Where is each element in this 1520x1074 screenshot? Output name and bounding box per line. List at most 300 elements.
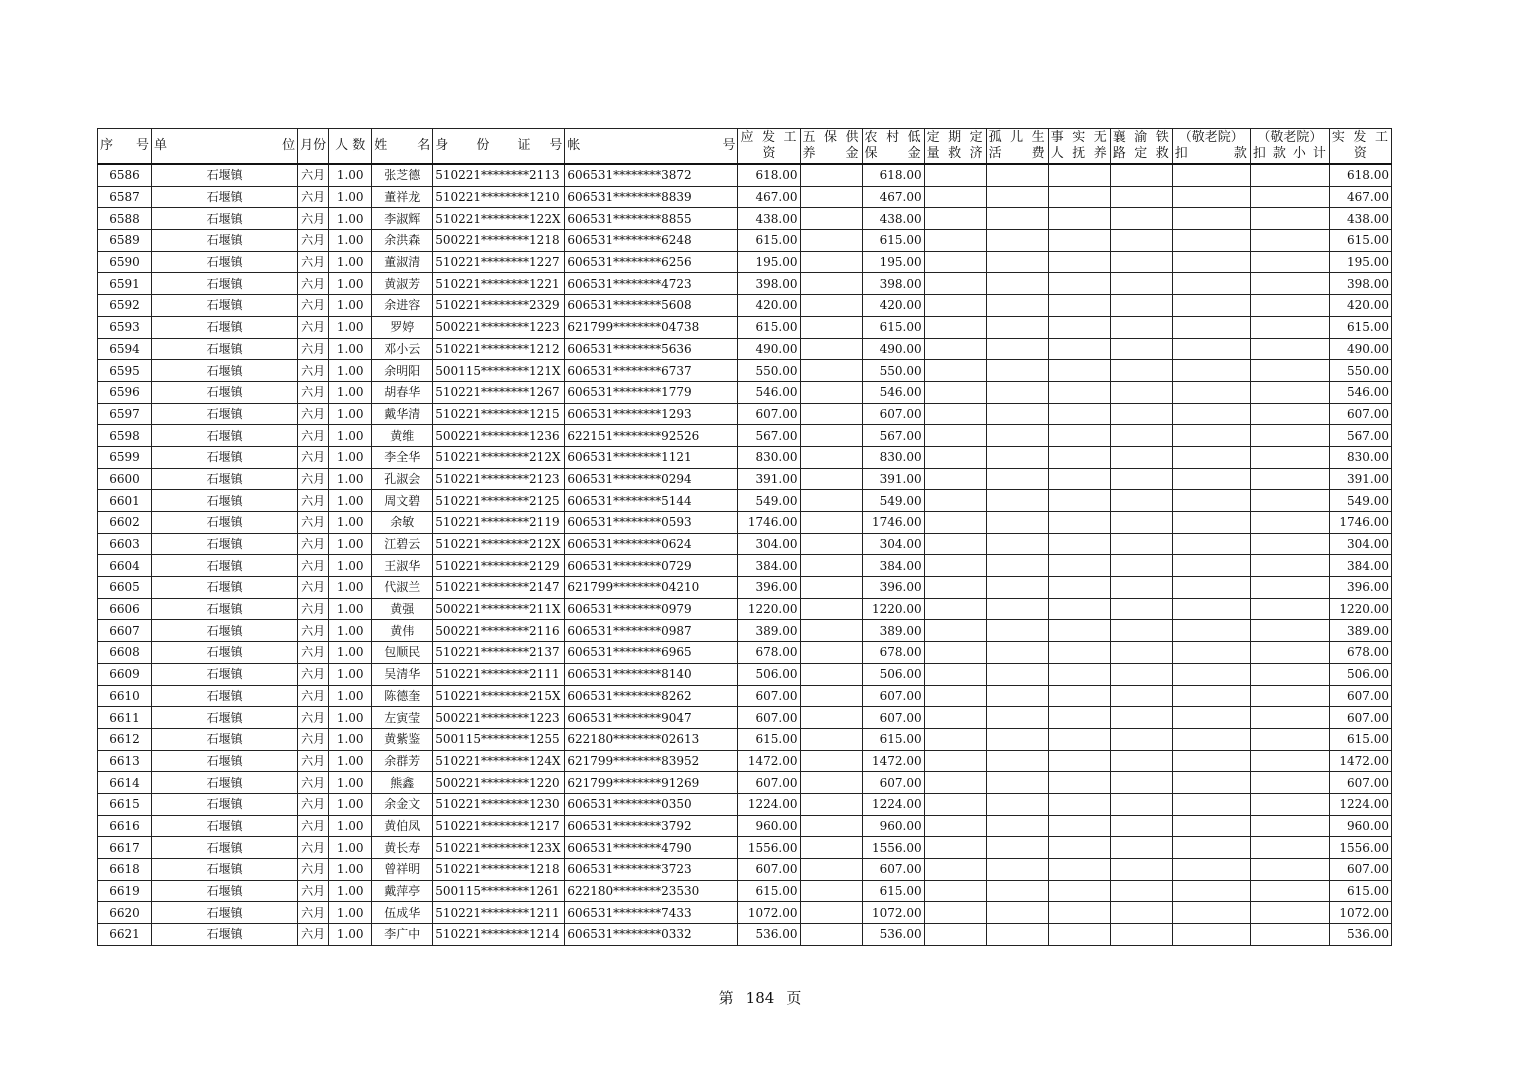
cell-railway-relief bbox=[1110, 208, 1172, 230]
cell-nursing-deduction bbox=[1172, 750, 1250, 772]
cell-count: 1.00 bbox=[329, 186, 372, 208]
cell-id-number: 500221********1220 bbox=[433, 772, 565, 794]
cell-unit: 石堰镇 bbox=[152, 316, 298, 338]
cell-orphan-living bbox=[986, 468, 1048, 490]
cell-month: 六月 bbox=[298, 360, 329, 382]
cell-orphan-living bbox=[986, 707, 1048, 729]
cell-seq: 6605 bbox=[98, 577, 152, 599]
cell-seq: 6609 bbox=[98, 663, 152, 685]
cell-net-pay: 438.00 bbox=[1329, 208, 1391, 230]
cell-railway-relief bbox=[1110, 360, 1172, 382]
table-row bbox=[98, 924, 1392, 946]
cell-id-number: 510221********2111 bbox=[433, 663, 565, 685]
cell-five-guarantee bbox=[800, 316, 862, 338]
cell-orphan-living bbox=[986, 685, 1048, 707]
cell-rural-subsistence: 1072.00 bbox=[862, 902, 924, 924]
cell-unit: 石堰镇 bbox=[152, 815, 298, 837]
page-footer: 第 184 页 bbox=[718, 989, 802, 1007]
cell-railway-relief bbox=[1110, 425, 1172, 447]
cell-orphan-living bbox=[986, 924, 1048, 946]
cell-month: 六月 bbox=[298, 577, 329, 599]
cell-nursing-deduction-subtotal bbox=[1250, 598, 1329, 620]
cell-month: 六月 bbox=[298, 902, 329, 924]
cell-gross-pay: 490.00 bbox=[738, 338, 800, 360]
cell-gross-pay: 384.00 bbox=[738, 555, 800, 577]
cell-name: 包顺民 bbox=[372, 642, 433, 664]
cell-name: 戴华清 bbox=[372, 403, 433, 425]
cell-count: 1.00 bbox=[329, 403, 372, 425]
cell-rural-subsistence: 615.00 bbox=[862, 728, 924, 750]
cell-fixed-relief bbox=[924, 598, 986, 620]
cell-nursing-deduction bbox=[1172, 425, 1250, 447]
cell-month: 六月 bbox=[298, 772, 329, 794]
cell-account: 606531********1779 bbox=[565, 381, 738, 403]
cell-five-guarantee bbox=[800, 208, 862, 230]
cell-orphan-living bbox=[986, 598, 1048, 620]
cell-orphan-living bbox=[986, 642, 1048, 664]
table-row bbox=[98, 642, 1392, 664]
cell-count: 1.00 bbox=[329, 512, 372, 534]
cell-account: 606531********9047 bbox=[565, 707, 738, 729]
table-row bbox=[98, 230, 1392, 252]
cell-net-pay: 384.00 bbox=[1329, 555, 1391, 577]
cell-de-facto-orphan bbox=[1048, 338, 1110, 360]
cell-net-pay: 615.00 bbox=[1329, 880, 1391, 902]
cell-nursing-deduction bbox=[1172, 403, 1250, 425]
table-row bbox=[98, 316, 1392, 338]
cell-account: 606531********3792 bbox=[565, 815, 738, 837]
cell-orphan-living bbox=[986, 403, 1048, 425]
cell-rural-subsistence: 396.00 bbox=[862, 577, 924, 599]
cell-de-facto-orphan bbox=[1048, 880, 1110, 902]
cell-seq: 6618 bbox=[98, 859, 152, 881]
cell-de-facto-orphan bbox=[1048, 750, 1110, 772]
cell-count: 1.00 bbox=[329, 230, 372, 252]
cell-orphan-living bbox=[986, 338, 1048, 360]
cell-account: 606531********0987 bbox=[565, 620, 738, 642]
cell-five-guarantee bbox=[800, 815, 862, 837]
cell-nursing-deduction-subtotal bbox=[1250, 577, 1329, 599]
cell-railway-relief bbox=[1110, 577, 1172, 599]
cell-fixed-relief bbox=[924, 446, 986, 468]
cell-fixed-relief bbox=[924, 793, 986, 815]
cell-nursing-deduction-subtotal bbox=[1250, 815, 1329, 837]
cell-unit: 石堰镇 bbox=[152, 555, 298, 577]
cell-count: 1.00 bbox=[329, 164, 372, 186]
cell-railway-relief bbox=[1110, 338, 1172, 360]
cell-gross-pay: 389.00 bbox=[738, 620, 800, 642]
cell-five-guarantee bbox=[800, 403, 862, 425]
cell-seq: 6597 bbox=[98, 403, 152, 425]
cell-fixed-relief bbox=[924, 555, 986, 577]
cell-nursing-deduction bbox=[1172, 273, 1250, 295]
cell-fixed-relief bbox=[924, 230, 986, 252]
cell-nursing-deduction-subtotal bbox=[1250, 533, 1329, 555]
cell-unit: 石堰镇 bbox=[152, 663, 298, 685]
cell-unit: 石堰镇 bbox=[152, 381, 298, 403]
cell-net-pay: 1224.00 bbox=[1329, 793, 1391, 815]
cell-gross-pay: 1746.00 bbox=[738, 512, 800, 534]
cell-seq: 6590 bbox=[98, 251, 152, 273]
cell-rural-subsistence: 490.00 bbox=[862, 338, 924, 360]
cell-gross-pay: 438.00 bbox=[738, 208, 800, 230]
cell-de-facto-orphan bbox=[1048, 793, 1110, 815]
cell-rural-subsistence: 420.00 bbox=[862, 295, 924, 317]
cell-name: 黄伯凤 bbox=[372, 815, 433, 837]
header-account: 帐 号 bbox=[565, 129, 738, 165]
cell-de-facto-orphan bbox=[1048, 316, 1110, 338]
cell-account: 606531********7433 bbox=[565, 902, 738, 924]
cell-five-guarantee bbox=[800, 577, 862, 599]
cell-month: 六月 bbox=[298, 663, 329, 685]
cell-de-facto-orphan bbox=[1048, 728, 1110, 750]
cell-rural-subsistence: 615.00 bbox=[862, 230, 924, 252]
cell-orphan-living bbox=[986, 446, 1048, 468]
cell-railway-relief bbox=[1110, 381, 1172, 403]
cell-seq: 6599 bbox=[98, 446, 152, 468]
table-row bbox=[98, 403, 1392, 425]
cell-railway-relief bbox=[1110, 598, 1172, 620]
cell-account: 606531********0294 bbox=[565, 468, 738, 490]
cell-net-pay: 304.00 bbox=[1329, 533, 1391, 555]
cell-de-facto-orphan bbox=[1048, 360, 1110, 382]
cell-id-number: 510221********2125 bbox=[433, 490, 565, 512]
cell-de-facto-orphan bbox=[1048, 707, 1110, 729]
cell-nursing-deduction-subtotal bbox=[1250, 446, 1329, 468]
cell-nursing-deduction-subtotal bbox=[1250, 164, 1329, 186]
cell-nursing-deduction bbox=[1172, 598, 1250, 620]
cell-de-facto-orphan bbox=[1048, 555, 1110, 577]
cell-five-guarantee bbox=[800, 468, 862, 490]
cell-month: 六月 bbox=[298, 880, 329, 902]
cell-orphan-living bbox=[986, 620, 1048, 642]
cell-orphan-living bbox=[986, 793, 1048, 815]
cell-seq: 6588 bbox=[98, 208, 152, 230]
cell-orphan-living bbox=[986, 316, 1048, 338]
cell-count: 1.00 bbox=[329, 251, 372, 273]
cell-nursing-deduction bbox=[1172, 772, 1250, 794]
table-row bbox=[98, 555, 1392, 577]
cell-count: 1.00 bbox=[329, 924, 372, 946]
cell-seq: 6613 bbox=[98, 750, 152, 772]
cell-gross-pay: 396.00 bbox=[738, 577, 800, 599]
cell-rural-subsistence: 304.00 bbox=[862, 533, 924, 555]
cell-nursing-deduction bbox=[1172, 620, 1250, 642]
cell-de-facto-orphan bbox=[1048, 490, 1110, 512]
cell-id-number: 500115********1261 bbox=[433, 880, 565, 902]
cell-railway-relief bbox=[1110, 663, 1172, 685]
cell-seq: 6593 bbox=[98, 316, 152, 338]
cell-month: 六月 bbox=[298, 555, 329, 577]
cell-id-number: 510221********1212 bbox=[433, 338, 565, 360]
cell-net-pay: 830.00 bbox=[1329, 446, 1391, 468]
cell-month: 六月 bbox=[298, 446, 329, 468]
cell-gross-pay: 615.00 bbox=[738, 728, 800, 750]
cell-de-facto-orphan bbox=[1048, 685, 1110, 707]
cell-five-guarantee bbox=[800, 837, 862, 859]
payroll-table bbox=[97, 128, 1392, 946]
cell-id-number: 510221********1215 bbox=[433, 403, 565, 425]
table-row bbox=[98, 663, 1392, 685]
cell-five-guarantee bbox=[800, 598, 862, 620]
cell-de-facto-orphan bbox=[1048, 164, 1110, 186]
cell-unit: 石堰镇 bbox=[152, 685, 298, 707]
cell-seq: 6617 bbox=[98, 837, 152, 859]
cell-gross-pay: 467.00 bbox=[738, 186, 800, 208]
cell-unit: 石堰镇 bbox=[152, 793, 298, 815]
cell-net-pay: 618.00 bbox=[1329, 164, 1391, 186]
cell-fixed-relief bbox=[924, 164, 986, 186]
cell-nursing-deduction bbox=[1172, 381, 1250, 403]
cell-five-guarantee bbox=[800, 555, 862, 577]
cell-net-pay: 1220.00 bbox=[1329, 598, 1391, 620]
cell-net-pay: 391.00 bbox=[1329, 468, 1391, 490]
cell-net-pay: 960.00 bbox=[1329, 815, 1391, 837]
cell-five-guarantee bbox=[800, 273, 862, 295]
table-row bbox=[98, 772, 1392, 794]
cell-id-number: 510221********1211 bbox=[433, 902, 565, 924]
table-row bbox=[98, 512, 1392, 534]
cell-net-pay: 567.00 bbox=[1329, 425, 1391, 447]
cell-nursing-deduction-subtotal bbox=[1250, 360, 1329, 382]
cell-five-guarantee bbox=[800, 186, 862, 208]
cell-name: 余金文 bbox=[372, 793, 433, 815]
cell-name: 王淑华 bbox=[372, 555, 433, 577]
cell-nursing-deduction bbox=[1172, 707, 1250, 729]
cell-nursing-deduction bbox=[1172, 295, 1250, 317]
cell-nursing-deduction bbox=[1172, 902, 1250, 924]
cell-unit: 石堰镇 bbox=[152, 728, 298, 750]
cell-de-facto-orphan bbox=[1048, 598, 1110, 620]
cell-name: 曾祥明 bbox=[372, 859, 433, 881]
cell-nursing-deduction bbox=[1172, 338, 1250, 360]
cell-name: 熊鑫 bbox=[372, 772, 433, 794]
cell-rural-subsistence: 830.00 bbox=[862, 446, 924, 468]
cell-de-facto-orphan bbox=[1048, 663, 1110, 685]
cell-nursing-deduction-subtotal bbox=[1250, 381, 1329, 403]
cell-rural-subsistence: 389.00 bbox=[862, 620, 924, 642]
cell-name: 伍成华 bbox=[372, 902, 433, 924]
cell-name: 代淑兰 bbox=[372, 577, 433, 599]
cell-nursing-deduction-subtotal bbox=[1250, 468, 1329, 490]
cell-count: 1.00 bbox=[329, 750, 372, 772]
cell-five-guarantee bbox=[800, 164, 862, 186]
cell-orphan-living bbox=[986, 295, 1048, 317]
cell-orphan-living bbox=[986, 425, 1048, 447]
cell-count: 1.00 bbox=[329, 555, 372, 577]
cell-net-pay: 550.00 bbox=[1329, 360, 1391, 382]
cell-unit: 石堰镇 bbox=[152, 273, 298, 295]
cell-month: 六月 bbox=[298, 598, 329, 620]
cell-fixed-relief bbox=[924, 533, 986, 555]
cell-name: 余明阳 bbox=[372, 360, 433, 382]
cell-orphan-living bbox=[986, 663, 1048, 685]
cell-de-facto-orphan bbox=[1048, 295, 1110, 317]
cell-unit: 石堰镇 bbox=[152, 859, 298, 881]
cell-nursing-deduction bbox=[1172, 164, 1250, 186]
table-row bbox=[98, 598, 1392, 620]
cell-month: 六月 bbox=[298, 512, 329, 534]
cell-account: 606531********0332 bbox=[565, 924, 738, 946]
cell-rural-subsistence: 546.00 bbox=[862, 381, 924, 403]
cell-count: 1.00 bbox=[329, 793, 372, 815]
header-nursing-deduction-subtotal: （敬老院） 扣 款 小 计 bbox=[1250, 129, 1329, 165]
cell-orphan-living bbox=[986, 230, 1048, 252]
cell-de-facto-orphan bbox=[1048, 772, 1110, 794]
cell-name: 余洪森 bbox=[372, 230, 433, 252]
cell-nursing-deduction bbox=[1172, 360, 1250, 382]
cell-fixed-relief bbox=[924, 837, 986, 859]
cell-net-pay: 615.00 bbox=[1329, 230, 1391, 252]
cell-orphan-living bbox=[986, 533, 1048, 555]
cell-name: 罗婷 bbox=[372, 316, 433, 338]
cell-account: 606531********0593 bbox=[565, 512, 738, 534]
cell-gross-pay: 304.00 bbox=[738, 533, 800, 555]
cell-rural-subsistence: 615.00 bbox=[862, 316, 924, 338]
cell-five-guarantee bbox=[800, 360, 862, 382]
cell-nursing-deduction-subtotal bbox=[1250, 316, 1329, 338]
cell-account: 606531********3872 bbox=[565, 164, 738, 186]
cell-orphan-living bbox=[986, 837, 1048, 859]
cell-account: 622180********02613 bbox=[565, 728, 738, 750]
cell-month: 六月 bbox=[298, 381, 329, 403]
cell-nursing-deduction bbox=[1172, 859, 1250, 881]
cell-net-pay: 396.00 bbox=[1329, 577, 1391, 599]
table-row bbox=[98, 793, 1392, 815]
cell-net-pay: 536.00 bbox=[1329, 924, 1391, 946]
cell-seq: 6586 bbox=[98, 164, 152, 186]
cell-id-number: 510221********1267 bbox=[433, 381, 565, 403]
cell-railway-relief bbox=[1110, 924, 1172, 946]
header-unit: 单 位 bbox=[152, 129, 298, 165]
cell-gross-pay: 1472.00 bbox=[738, 750, 800, 772]
cell-five-guarantee bbox=[800, 750, 862, 772]
cell-orphan-living bbox=[986, 555, 1048, 577]
cell-account: 606531********6248 bbox=[565, 230, 738, 252]
cell-railway-relief bbox=[1110, 902, 1172, 924]
table-row bbox=[98, 815, 1392, 837]
cell-account: 621799********04738 bbox=[565, 316, 738, 338]
cell-unit: 石堰镇 bbox=[152, 837, 298, 859]
cell-month: 六月 bbox=[298, 924, 329, 946]
cell-account: 621799********83952 bbox=[565, 750, 738, 772]
cell-seq: 6616 bbox=[98, 815, 152, 837]
cell-gross-pay: 546.00 bbox=[738, 381, 800, 403]
cell-seq: 6603 bbox=[98, 533, 152, 555]
cell-name: 董淑清 bbox=[372, 251, 433, 273]
cell-nursing-deduction bbox=[1172, 230, 1250, 252]
cell-nursing-deduction-subtotal bbox=[1250, 750, 1329, 772]
cell-railway-relief bbox=[1110, 728, 1172, 750]
cell-month: 六月 bbox=[298, 750, 329, 772]
cell-name: 黄强 bbox=[372, 598, 433, 620]
cell-nursing-deduction bbox=[1172, 446, 1250, 468]
cell-orphan-living bbox=[986, 859, 1048, 881]
cell-count: 1.00 bbox=[329, 446, 372, 468]
table-row bbox=[98, 859, 1392, 881]
cell-five-guarantee bbox=[800, 924, 862, 946]
table-row bbox=[98, 750, 1392, 772]
cell-unit: 石堰镇 bbox=[152, 598, 298, 620]
cell-fixed-relief bbox=[924, 468, 986, 490]
cell-unit: 石堰镇 bbox=[152, 360, 298, 382]
cell-id-number: 510221********1214 bbox=[433, 924, 565, 946]
cell-net-pay: 506.00 bbox=[1329, 663, 1391, 685]
cell-net-pay: 607.00 bbox=[1329, 685, 1391, 707]
header-name: 姓 名 bbox=[372, 129, 433, 165]
cell-nursing-deduction-subtotal bbox=[1250, 403, 1329, 425]
cell-orphan-living bbox=[986, 273, 1048, 295]
cell-count: 1.00 bbox=[329, 642, 372, 664]
cell-name: 左寅莹 bbox=[372, 707, 433, 729]
cell-id-number: 510221********212X bbox=[433, 533, 565, 555]
cell-de-facto-orphan bbox=[1048, 251, 1110, 273]
cell-orphan-living bbox=[986, 360, 1048, 382]
cell-nursing-deduction bbox=[1172, 880, 1250, 902]
cell-id-number: 510221********1227 bbox=[433, 251, 565, 273]
header-row bbox=[98, 129, 1392, 165]
cell-id-number: 500115********121X bbox=[433, 360, 565, 382]
cell-fixed-relief bbox=[924, 685, 986, 707]
cell-rural-subsistence: 506.00 bbox=[862, 663, 924, 685]
cell-nursing-deduction-subtotal bbox=[1250, 230, 1329, 252]
cell-count: 1.00 bbox=[329, 425, 372, 447]
table-row bbox=[98, 728, 1392, 750]
cell-seq: 6621 bbox=[98, 924, 152, 946]
cell-count: 1.00 bbox=[329, 620, 372, 642]
cell-net-pay: 1746.00 bbox=[1329, 512, 1391, 534]
cell-account: 622180********23530 bbox=[565, 880, 738, 902]
cell-account: 606531********3723 bbox=[565, 859, 738, 881]
cell-account: 606531********5144 bbox=[565, 490, 738, 512]
table-row bbox=[98, 251, 1392, 273]
cell-gross-pay: 506.00 bbox=[738, 663, 800, 685]
table-row bbox=[98, 381, 1392, 403]
cell-net-pay: 615.00 bbox=[1329, 728, 1391, 750]
cell-id-number: 500115********1255 bbox=[433, 728, 565, 750]
cell-rural-subsistence: 607.00 bbox=[862, 772, 924, 794]
table-row bbox=[98, 208, 1392, 230]
header-de-facto-orphan: 事 实 无 人 抚 养 bbox=[1048, 129, 1110, 165]
cell-orphan-living bbox=[986, 251, 1048, 273]
cell-gross-pay: 550.00 bbox=[738, 360, 800, 382]
cell-five-guarantee bbox=[800, 295, 862, 317]
cell-fixed-relief bbox=[924, 208, 986, 230]
cell-gross-pay: 618.00 bbox=[738, 164, 800, 186]
cell-five-guarantee bbox=[800, 490, 862, 512]
cell-unit: 石堰镇 bbox=[152, 924, 298, 946]
cell-orphan-living bbox=[986, 728, 1048, 750]
cell-nursing-deduction-subtotal bbox=[1250, 620, 1329, 642]
cell-name: 江碧云 bbox=[372, 533, 433, 555]
cell-unit: 石堰镇 bbox=[152, 902, 298, 924]
cell-unit: 石堰镇 bbox=[152, 533, 298, 555]
cell-gross-pay: 615.00 bbox=[738, 880, 800, 902]
cell-rural-subsistence: 391.00 bbox=[862, 468, 924, 490]
cell-account: 606531********0350 bbox=[565, 793, 738, 815]
cell-orphan-living bbox=[986, 208, 1048, 230]
table-row bbox=[98, 446, 1392, 468]
cell-orphan-living bbox=[986, 902, 1048, 924]
cell-name: 胡春华 bbox=[372, 381, 433, 403]
cell-seq: 6596 bbox=[98, 381, 152, 403]
cell-unit: 石堰镇 bbox=[152, 338, 298, 360]
cell-fixed-relief bbox=[924, 251, 986, 273]
cell-net-pay: 607.00 bbox=[1329, 403, 1391, 425]
cell-account: 606531********8855 bbox=[565, 208, 738, 230]
cell-railway-relief bbox=[1110, 880, 1172, 902]
cell-unit: 石堰镇 bbox=[152, 772, 298, 794]
